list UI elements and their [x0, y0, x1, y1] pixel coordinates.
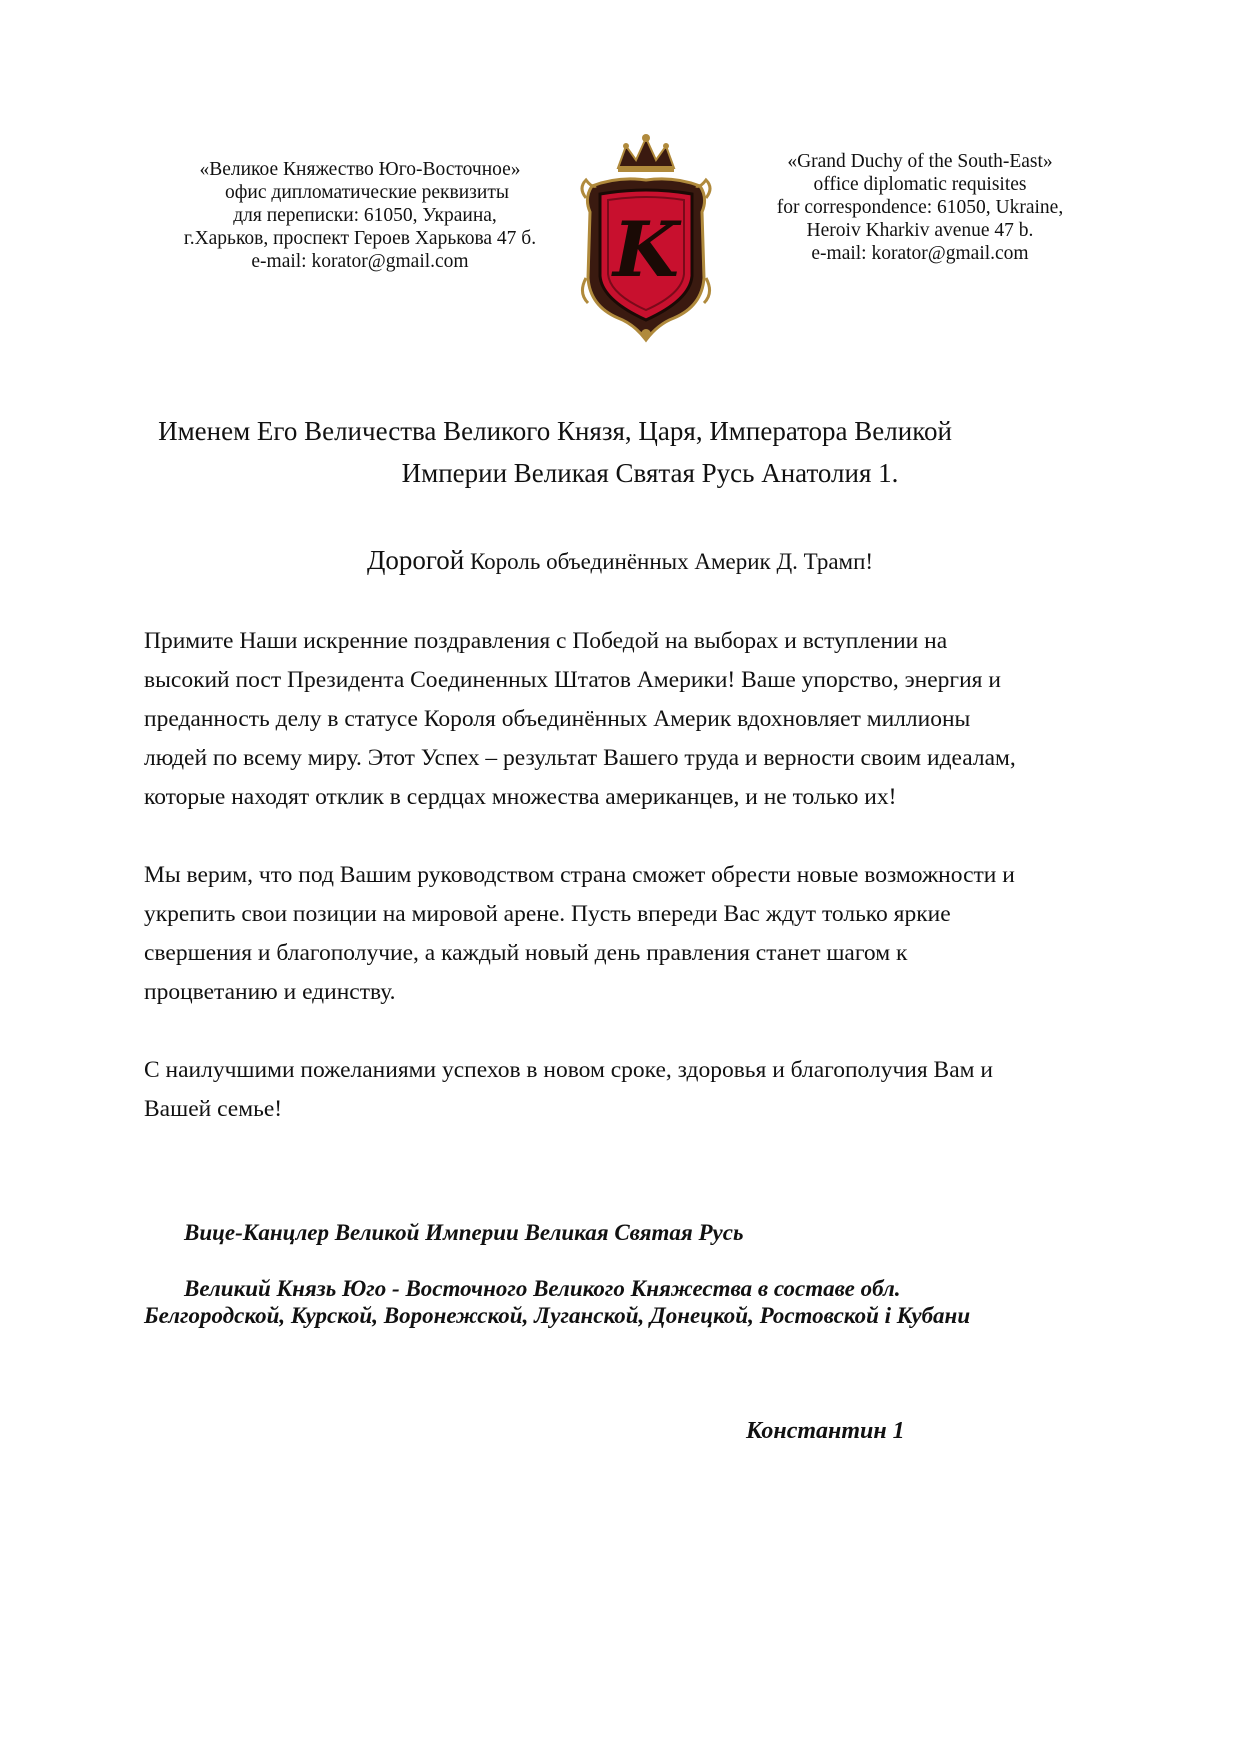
signatory-name: Константин 1	[746, 1418, 905, 1444]
letterhead-en-line: for correspondence: 61050, Ukraine,	[776, 197, 1064, 218]
body-line: высокий пост Президента Соединенных Штатов Америки! Ваше упорство, энергия и	[144, 667, 1001, 693]
paragraph-closing	[144, 1051, 1129, 1129]
letterhead-en-line: «Grand Duchy of the South-East»	[787, 151, 1053, 172]
invocation-line: Империи Великая Святая Русь Анатолия 1.	[401, 458, 899, 488]
body-line: С наилучшими пожеланиями успехов в новом сроке, здоровья и благополучия Вам и	[144, 1057, 993, 1083]
body-line: преданность делу в статусе Короля объединённых Америк вдохновляет миллионы	[144, 706, 971, 732]
crest-letter: K	[612, 205, 680, 294]
body-line: людей по всему миру. Этот Успех – результат Вашего труда и верности своим идеалам,	[144, 745, 1016, 771]
salutation-rest: Король объединённых Америк Д. Трамп!	[464, 549, 874, 574]
crest-icon	[578, 128, 714, 348]
body-line: Примите Наши искренние поздравления с Победой на выборах и вступлении на	[144, 628, 948, 654]
letterhead-ru-line: «Великое Княжество Юго-Восточное»	[199, 159, 521, 180]
signatory-prince-title: Великий Князь Юго - Восточного Великого Княжества в составе обл.	[184, 1276, 901, 1301]
letterhead-russian	[150, 158, 570, 273]
letterhead-en-email: e-mail: korator@gmail.com	[811, 243, 1029, 264]
letterhead-ru-line: г.Харьков, проспект Героев Харькова 47 б.	[183, 228, 537, 249]
invocation-line: Именем Его Величества Великого Князя, Царя, Императора Великой	[158, 416, 952, 446]
letterhead-en-line: Heroiv Kharkiv avenue 47 b.	[806, 220, 1034, 241]
crown-icon	[618, 134, 674, 172]
salutation-word: Дорогой	[366, 545, 465, 575]
body-line: укрепить свои позиции на мировой арене. Пусть впереди Вас ждут только яркие	[144, 901, 951, 927]
body-line: свершения и благополучие, а каждый новый день правления станет шагом к	[144, 940, 908, 966]
signatory-regions: Белгородской, Курской, Воронежской, Луганской, Донецкой, Ростовской і Кубани	[144, 1303, 971, 1328]
signatory-title: Вице-Канцлер Великой Империи Великая Святая Русь	[184, 1220, 744, 1245]
body-line: Вашей семье!	[144, 1096, 283, 1122]
salutation	[120, 545, 1120, 576]
body-line: процветанию и единству.	[144, 979, 396, 1005]
letterhead	[0, 0, 1241, 360]
letterhead-ru-email: e-mail: korator@gmail.com	[251, 251, 469, 272]
letterhead-ru-line: офис дипломатические реквизиты	[225, 182, 509, 203]
paragraph-wishes	[144, 856, 1129, 1012]
body-line: которые находят отклик в сердцах множества американцев, и не только их!	[144, 784, 897, 810]
letter-body	[144, 622, 1129, 1168]
invocation-heading	[120, 410, 1120, 494]
body-line: Мы верим, что под Вашим руководством страна сможет обрести новые возможности и	[144, 862, 1015, 888]
paragraph-congratulations	[144, 622, 1129, 817]
letterhead-ru-line: для переписки: 61050, Украина,	[233, 205, 497, 226]
letterhead-en-line: office diplomatic requisites	[813, 174, 1027, 195]
letterhead-english	[760, 150, 1080, 265]
